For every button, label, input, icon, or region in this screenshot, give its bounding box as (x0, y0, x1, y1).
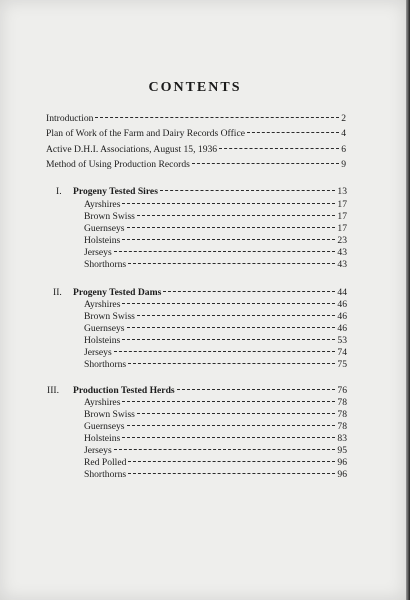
toc-subentry-page: 83 (337, 433, 347, 444)
toc-subentry (84, 359, 347, 371)
toc-subentry (84, 421, 347, 433)
dot-leader (114, 351, 336, 352)
toc-section-page: 76 (337, 385, 347, 396)
toc-subentry (84, 409, 347, 421)
toc-entry-label: Introduction (46, 113, 94, 124)
dot-leader (247, 132, 339, 133)
toc-subentry (84, 335, 347, 347)
dot-leader (114, 251, 336, 252)
toc-subentry-label: Brown Swiss (84, 311, 135, 322)
toc-subentry-label: Jerseys (84, 445, 112, 456)
dot-leader (137, 413, 335, 414)
toc-subentry-page: 46 (337, 311, 347, 322)
toc-subentry-label: Guernseys (84, 223, 125, 234)
toc-subentry-page: 53 (337, 335, 347, 346)
toc-subentry-page: 95 (337, 445, 347, 456)
dot-leader (128, 363, 335, 364)
dot-leader (122, 203, 335, 204)
toc-subentry-label: Shorthorns (84, 259, 127, 270)
dot-leader (177, 389, 336, 390)
toc-subentry-label: Holsteins (84, 433, 121, 444)
toc-subentry-label: Ayrshires (84, 299, 121, 310)
toc-section-label: Production Tested Herds (73, 385, 175, 396)
toc-section-page: 44 (337, 287, 347, 298)
toc-entry-plan-of-work (46, 128, 346, 140)
dot-leader (219, 148, 339, 149)
toc-entry-page: 6 (341, 144, 346, 155)
toc-subentry-label: Jerseys (84, 247, 112, 258)
toc-subentry-page: 75 (337, 359, 347, 370)
toc-subentry-page: 78 (337, 397, 347, 408)
toc-subentry-label: Ayrshires (84, 397, 121, 408)
toc-entry-label: Active D.H.I. Associations, August 15, 1936 (46, 144, 218, 155)
toc-subentry-page: 43 (337, 247, 347, 258)
toc-section-heading (73, 287, 347, 299)
toc-subentry-label: Guernseys (84, 421, 125, 432)
dot-leader (137, 215, 335, 216)
toc-subentry-page: 17 (337, 223, 347, 234)
dot-leader (127, 425, 336, 426)
toc-section-page: 13 (337, 186, 347, 197)
toc-subentry-label: Holsteins (84, 335, 121, 346)
toc-entry-label: Method of Using Production Records (46, 159, 190, 170)
toc-subentry (84, 299, 347, 311)
toc-subentry (84, 445, 347, 457)
section-numeral: III. (47, 385, 59, 396)
dot-leader (192, 163, 339, 164)
toc-subentry (84, 323, 347, 335)
toc-subentry-label: Red Polled (84, 457, 127, 468)
toc-subentry-page: 74 (337, 347, 347, 358)
toc-subentry-page: 17 (337, 211, 347, 222)
toc-entry-active-associations (46, 144, 346, 156)
toc-subentry-page: 46 (337, 323, 347, 334)
toc-subentry-label: Shorthorns (84, 469, 127, 480)
toc-subentry-label: Shorthorns (84, 359, 127, 370)
toc-subentry-label: Ayrshires (84, 199, 121, 210)
dot-leader (122, 401, 335, 402)
dot-leader (122, 239, 335, 240)
toc-section-heading (73, 186, 347, 198)
toc-subentry (84, 311, 347, 323)
toc-subentry-label: Brown Swiss (84, 409, 135, 420)
dot-leader (122, 437, 335, 438)
toc-subentry-label: Guernseys (84, 323, 125, 334)
dot-leader (122, 339, 335, 340)
toc-subentry-page: 78 (337, 409, 347, 420)
dot-leader (95, 117, 339, 118)
page-edge-shadow (406, 0, 410, 600)
toc-subentry-label: Brown Swiss (84, 211, 135, 222)
toc-subentry-page: 46 (337, 299, 347, 310)
toc-section-heading (73, 385, 347, 397)
toc-subentry (84, 223, 347, 235)
toc-subentry-page: 23 (337, 235, 347, 246)
toc-subentry (84, 457, 347, 469)
toc-subentry (84, 347, 347, 359)
toc-subentry-page: 17 (337, 199, 347, 210)
toc-entry-label: Plan of Work of the Farm and Dairy Records Office (46, 128, 245, 139)
toc-entry-page: 4 (341, 128, 346, 139)
toc-subentry (84, 199, 347, 211)
toc-subentry-label: Jerseys (84, 347, 112, 358)
toc-entry-introduction (46, 113, 346, 125)
dot-leader (128, 263, 335, 264)
toc-subentry-label: Holsteins (84, 235, 121, 246)
section-numeral: I. (56, 186, 62, 197)
toc-entry-page: 9 (341, 159, 346, 170)
toc-subentry (84, 433, 347, 445)
dot-leader (114, 449, 336, 450)
dot-leader (128, 461, 335, 462)
page-title: CONTENTS (148, 80, 242, 95)
dot-leader (128, 473, 335, 474)
dot-leader (163, 291, 335, 292)
toc-subentry (84, 397, 347, 409)
toc-section-label: Progeny Tested Sires (73, 186, 158, 197)
dot-leader (127, 327, 336, 328)
dot-leader (122, 303, 335, 304)
dot-leader (127, 227, 336, 228)
toc-subentry (84, 247, 347, 259)
section-numeral: II. (53, 287, 62, 298)
toc-subentry-page: 43 (337, 259, 347, 270)
dot-leader (137, 315, 335, 316)
toc-subentry (84, 211, 347, 223)
toc-subentry-page: 96 (337, 457, 347, 468)
dot-leader (160, 190, 335, 191)
toc-subentry (84, 469, 347, 481)
toc-subentry (84, 235, 347, 247)
toc-entry-method (46, 159, 346, 171)
toc-subentry-page: 96 (337, 469, 347, 480)
toc-entry-page: 2 (341, 113, 346, 124)
toc-section-label: Progeny Tested Dams (73, 287, 162, 298)
toc-subentry-page: 78 (337, 421, 347, 432)
toc-subentry (84, 259, 347, 271)
